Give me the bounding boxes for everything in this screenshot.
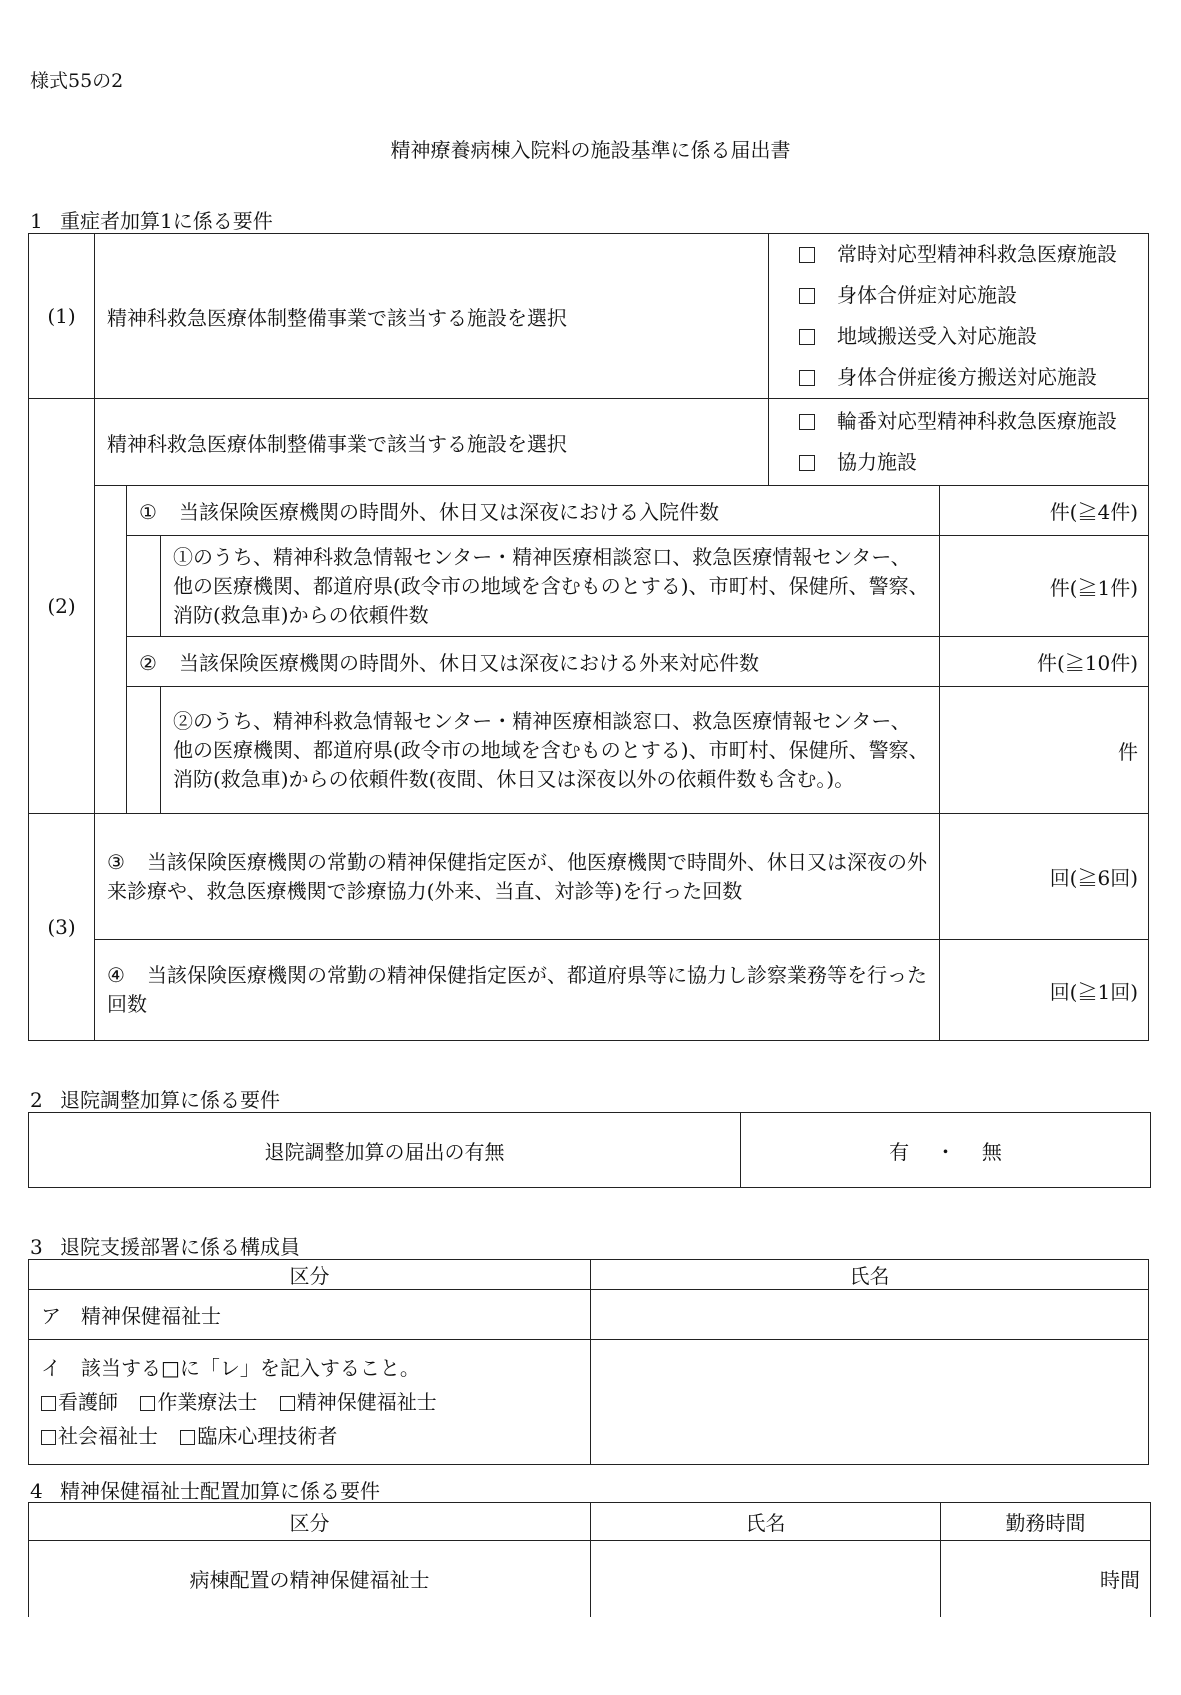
checkbox-icon[interactable] [799, 414, 815, 430]
section3-row-i [29, 1340, 591, 1465]
row2-sub1-text: ①のうち、精神科救急情報センター・精神医療相談窓口、救急医療情報センター、他の医療機関、都道府県(政令市の地域を含むものとする)、市町村、保健所、警察、消防(救急車)からの依頼件数 [161, 536, 940, 637]
choice-separator: ・ [935, 1139, 956, 1164]
check-label-sw: 社会福祉士 [58, 1424, 158, 1448]
row3-item4-unit[interactable]: 回(≧1回) [940, 940, 1149, 1041]
section3-title: 退院支援部署に係る構成員 [60, 1235, 300, 1259]
choice-no[interactable]: 無 [981, 1139, 1002, 1164]
row2-sub2-unit[interactable]: 件 [940, 687, 1149, 814]
section1-heading [30, 205, 273, 234]
section3-number: 3 [30, 1235, 43, 1259]
row2-sub2-indent [127, 687, 161, 814]
section1-title: 重症者加算1に係る要件 [60, 209, 273, 233]
checkbox-icon[interactable] [280, 1396, 295, 1411]
checkbox-icon[interactable] [799, 247, 815, 263]
option-label: 身体合併症対応施設 [837, 283, 1018, 307]
section1-table [28, 233, 1149, 1041]
item2-mark: ② [139, 651, 157, 675]
check-label-nurse: 看護師 [58, 1390, 118, 1414]
item3-text: 当該保険医療機関の常勤の精神保健指定医が、他医療機関で時間外、休日又は深夜の外来診療や、救急医療機関で診療協力(外来、当直、対診等)を行った回数 [107, 849, 927, 903]
section4-table [28, 1502, 1151, 1617]
row2-options [769, 399, 1149, 486]
section2-number: 2 [30, 1088, 43, 1112]
option-label: 常時対応型精神科救急医療施設 [837, 242, 1118, 266]
item1-mark: ① [139, 500, 157, 524]
checkbox-icon[interactable] [799, 288, 815, 304]
section3-col-name: 氏名 [591, 1260, 1149, 1290]
row2-sub2-text: ②のうち、精神科救急情報センター・精神医療相談窓口、救急医療情報センター、他の医療機関、都道府県(政令市の地域を含むものとする)、市町村、保健所、警察、消防(救急車)からの依頼件数(夜間、休日又は深夜以外の依頼件数も含む。)。 [161, 687, 940, 814]
option-label: 身体合併症後方搬送対応施設 [837, 365, 1098, 389]
checkbox-icon[interactable] [41, 1430, 56, 1445]
form-number: 様式55の2 [30, 70, 124, 92]
section4-col-hours: 勤務時間 [941, 1503, 1151, 1541]
section4-heading [30, 1475, 380, 1504]
item4-mark: ④ [107, 963, 125, 987]
item3-mark: ③ [107, 849, 125, 874]
row1-option-1[interactable] [769, 234, 1148, 275]
section4-col-kubun: 区分 [29, 1503, 591, 1541]
section3-row-i-instruction: イ 該当する□に「レ」を記入すること。 [41, 1356, 420, 1380]
section1-number: 1 [30, 209, 43, 233]
row1-options [769, 234, 1149, 399]
row1-description: 精神科救急医療体制整備事業で該当する施設を選択 [95, 234, 769, 399]
row1-label: (1) [29, 234, 95, 399]
section3-row-i-name[interactable] [591, 1340, 1149, 1465]
row3-item3-unit[interactable]: 回(≧6回) [940, 814, 1149, 940]
row2-sub1-indent [127, 536, 161, 637]
row2-sub1-unit[interactable]: 件(≧1件) [940, 536, 1149, 637]
row1-option-2[interactable] [769, 275, 1148, 316]
row2-option-2[interactable] [769, 442, 1148, 483]
section4-title: 精神保健福祉士配置加算に係る要件 [60, 1479, 380, 1503]
check-label-psw: 精神保健福祉士 [296, 1390, 437, 1414]
section4-row-name[interactable] [591, 1541, 941, 1617]
row3-item4 [95, 940, 940, 1041]
choice-yes[interactable]: 有 [889, 1139, 910, 1164]
section3-col-kubun: 区分 [29, 1260, 591, 1290]
checkbox-icon[interactable] [41, 1396, 56, 1411]
row2-item2-unit[interactable]: 件(≧10件) [940, 637, 1149, 687]
option-label: 協力施設 [837, 450, 918, 474]
item4-text: 当該保険医療機関の常勤の精神保健指定医が、都道府県等に協力し診察業務等を行った回数 [107, 963, 927, 1016]
check-label-ot: 作業療法士 [157, 1390, 258, 1414]
row3-item3 [95, 814, 940, 940]
section3-row-a-name[interactable] [591, 1290, 1149, 1340]
row2-item2 [127, 637, 940, 687]
item1-text: 当該保険医療機関の時間外、休日又は深夜における入院件数 [179, 500, 719, 524]
checkbox-icon[interactable] [799, 370, 815, 386]
row2-item1-unit[interactable]: 件(≧4件) [940, 486, 1149, 536]
section4-col-name: 氏名 [591, 1503, 941, 1541]
row2-label: (2) [29, 399, 95, 814]
checkbox-icon[interactable] [140, 1396, 155, 1411]
section3-row-a: ア 精神保健福祉士 [29, 1290, 591, 1340]
section3-heading [30, 1231, 300, 1260]
section2-table [28, 1112, 1151, 1188]
check-label-cp: 臨床心理技術者 [197, 1424, 338, 1448]
document-title: 精神療養病棟入院料の施設基準に係る届出書 [390, 138, 791, 162]
item2-text: 当該保険医療機関の時間外、休日又は深夜における外来対応件数 [179, 651, 759, 675]
option-label: 地域搬送受入対応施設 [837, 324, 1038, 348]
section3-table [28, 1259, 1149, 1465]
row2-item1 [127, 486, 940, 536]
row2-description: 精神科救急医療体制整備事業で該当する施設を選択 [95, 399, 769, 486]
row2-option-1[interactable] [769, 401, 1148, 442]
row1-option-3[interactable] [769, 316, 1148, 357]
row2-indent [95, 486, 127, 814]
row1-option-4[interactable] [769, 357, 1148, 398]
row3-label: (3) [29, 814, 95, 1041]
section2-heading [30, 1084, 280, 1113]
checkbox-icon[interactable] [799, 455, 815, 471]
option-label: 輪番対応型精神科救急医療施設 [837, 409, 1118, 433]
section4-row-label: 病棟配置の精神保健福祉士 [29, 1541, 591, 1617]
section4-row-unit[interactable]: 時間 [941, 1541, 1151, 1617]
checkbox-icon[interactable] [180, 1430, 195, 1445]
checkbox-icon[interactable] [799, 329, 815, 345]
section2-choice[interactable] [741, 1113, 1151, 1188]
section2-label: 退院調整加算の届出の有無 [29, 1113, 741, 1188]
section2-title: 退院調整加算に係る要件 [60, 1088, 280, 1112]
section4-number: 4 [30, 1479, 43, 1503]
